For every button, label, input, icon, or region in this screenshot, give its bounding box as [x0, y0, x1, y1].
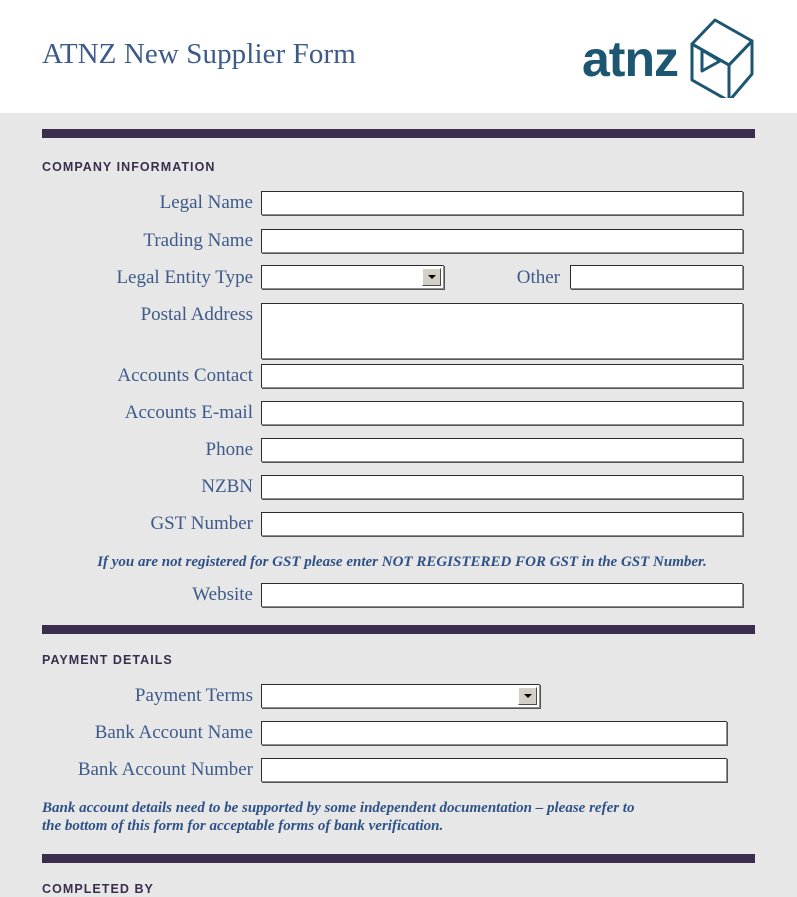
- note-bank-verification-line1: Bank account details need to be supported by some independent documentation – please refer to: [42, 800, 635, 816]
- section-divider-company: [42, 129, 755, 138]
- chevron-down-icon[interactable]: [518, 687, 537, 705]
- input-nzbn[interactable]: [261, 475, 743, 499]
- label-other: Other: [516, 267, 560, 288]
- form-body: [0, 113, 797, 897]
- label-accounts-contact: Accounts Contact: [117, 365, 253, 386]
- input-bank-account-number[interactable]: [261, 758, 727, 782]
- input-accounts-email[interactable]: [261, 401, 743, 425]
- atnz-logo: [580, 14, 755, 98]
- input-bank-account-name[interactable]: [261, 721, 727, 745]
- note-bank-verification: [42, 799, 757, 836]
- input-phone[interactable]: [261, 438, 743, 462]
- select-legal-entity-type-value: [262, 266, 422, 288]
- input-other[interactable]: [570, 265, 743, 289]
- input-postal-address[interactable]: [261, 303, 743, 359]
- input-website[interactable]: [261, 583, 743, 607]
- label-payment-terms: Payment Terms: [134, 685, 253, 706]
- label-legal-name: Legal Name: [159, 192, 253, 213]
- input-legal-name[interactable]: [261, 191, 743, 215]
- label-bank-account-name: Bank Account Name: [94, 722, 253, 743]
- input-accounts-contact[interactable]: [261, 364, 743, 388]
- note-bank-verification-line2: the bottom of this form for acceptable forms of bank verification.: [42, 818, 444, 835]
- input-gst-number[interactable]: [261, 512, 743, 536]
- select-payment-terms[interactable]: [261, 684, 540, 708]
- select-legal-entity-type[interactable]: [261, 265, 444, 289]
- svg-text:atnz: atnz: [582, 31, 678, 87]
- section-title-completed-by: COMPLETED BY: [42, 882, 154, 896]
- label-website: Website: [192, 584, 253, 605]
- label-nzbn: NZBN: [201, 476, 253, 497]
- section-title-payment-details: PAYMENT DETAILS: [42, 653, 173, 667]
- label-accounts-email: Accounts E-mail: [124, 402, 253, 423]
- page-title: ATNZ New Supplier Form: [42, 38, 356, 70]
- label-legal-entity-type: Legal Entity Type: [116, 267, 253, 288]
- page-header: [0, 0, 797, 113]
- label-gst-number: GST Number: [150, 513, 253, 534]
- note-gst: If you are not registered for GST please enter NOT REGISTERED FOR GST in the GST Number.: [97, 554, 707, 570]
- section-divider-completed-by: [42, 854, 755, 863]
- input-trading-name[interactable]: [261, 229, 743, 253]
- section-title-company-information: COMPANY INFORMATION: [42, 160, 216, 174]
- label-phone: Phone: [205, 439, 253, 460]
- label-bank-account-number: Bank Account Number: [77, 759, 253, 780]
- label-postal-address: Postal Address: [140, 304, 253, 325]
- label-trading-name: Trading Name: [143, 230, 253, 251]
- section-divider-payment: [42, 625, 755, 634]
- select-payment-terms-value: [262, 685, 518, 707]
